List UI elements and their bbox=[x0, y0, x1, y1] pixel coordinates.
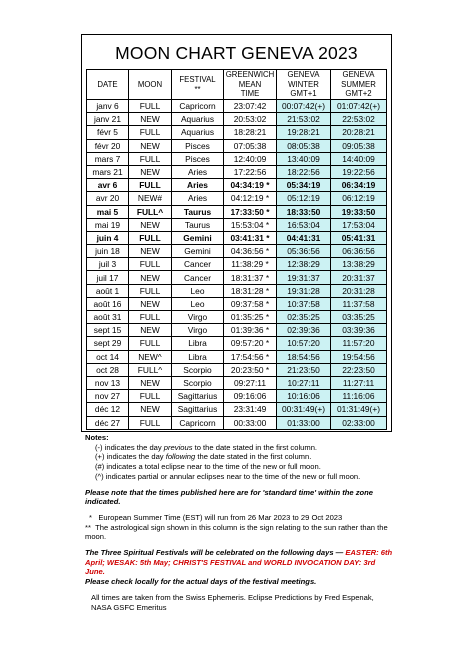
moon-cell: NEW bbox=[129, 297, 172, 310]
table-row bbox=[87, 126, 387, 139]
festival-cell: Gemini bbox=[172, 245, 224, 258]
festival-cell: Pisces bbox=[172, 152, 224, 165]
gmt-cell: 12:40:09 bbox=[224, 152, 277, 165]
festival-cell: Aries bbox=[172, 165, 224, 178]
summer-cell: 02:33:00 bbox=[331, 416, 387, 429]
gmt-cell: 23:07:42 bbox=[224, 100, 277, 113]
moon-cell: NEW^ bbox=[129, 350, 172, 363]
date-cell: mai 19 bbox=[87, 218, 129, 231]
festival-cell: Aquarius bbox=[172, 126, 224, 139]
table-row bbox=[87, 271, 387, 284]
date-cell: mars 21 bbox=[87, 165, 129, 178]
table-row bbox=[87, 245, 387, 258]
note-summer-time: * European Summer Time (EST) will run from 26 Mar 2023 to 29 Oct 2023 bbox=[89, 512, 343, 522]
summer-cell: 06:12:19 bbox=[331, 192, 387, 205]
date-cell: sept 29 bbox=[87, 337, 129, 350]
date-cell: oct 14 bbox=[87, 350, 129, 363]
festival-cell: Virgo bbox=[172, 324, 224, 337]
note-festivals: The Three Spiritual Festivals will be celebrated on the following days — EASTER: 6th April; WESAK: 5th May; CHRIST'S FESTIVAL and WORLD INVOCATION DAY: 3rd June. bbox=[85, 548, 393, 577]
table-row bbox=[87, 113, 387, 126]
festival-cell: Gemini bbox=[172, 231, 224, 244]
winter-cell: 18:54:56 bbox=[277, 350, 331, 363]
moon-cell: NEW bbox=[129, 271, 172, 284]
table-row bbox=[87, 218, 387, 231]
note-astrological-sign: ** The astrological sign shown in this column is the sign relating to the sun rather than the moon. bbox=[85, 522, 388, 542]
winter-cell: 18:33:50 bbox=[277, 205, 331, 218]
gmt-cell: 01:35:25 * bbox=[224, 311, 277, 324]
moon-cell: FULL bbox=[129, 284, 172, 297]
table-row bbox=[87, 337, 387, 350]
festival-cell: Taurus bbox=[172, 218, 224, 231]
festival-cell: Virgo bbox=[172, 311, 224, 324]
summer-cell: 13:38:29 bbox=[331, 258, 387, 271]
table-row bbox=[87, 139, 387, 152]
winter-cell: 08:05:38 bbox=[277, 139, 331, 152]
date-cell: avr 6 bbox=[87, 179, 129, 192]
winter-cell: 10:37:58 bbox=[277, 297, 331, 310]
date-cell: avr 20 bbox=[87, 192, 129, 205]
summer-cell: 19:22:56 bbox=[331, 165, 387, 178]
gmt-cell: 18:31:37 * bbox=[224, 271, 277, 284]
winter-cell: 10:57:20 bbox=[277, 337, 331, 350]
summer-cell: 11:27:11 bbox=[331, 376, 387, 389]
moon-cell: FULL bbox=[129, 390, 172, 403]
winter-cell: 00:31:49(+) bbox=[277, 403, 331, 416]
table-row bbox=[87, 311, 387, 324]
date-cell: déc 27 bbox=[87, 416, 129, 429]
winter-cell: 05:36:56 bbox=[277, 245, 331, 258]
moon-cell: FULL bbox=[129, 126, 172, 139]
header-moon: MOON bbox=[129, 70, 172, 100]
summer-cell: 20:31:28 bbox=[331, 284, 387, 297]
moon-cell: FULL bbox=[129, 311, 172, 324]
moon-cell: FULL bbox=[129, 179, 172, 192]
gmt-cell: 04:34:19 * bbox=[224, 179, 277, 192]
summer-cell: 22:53:02 bbox=[331, 113, 387, 126]
summer-cell: 11:16:06 bbox=[331, 390, 387, 403]
gmt-cell: 09:16:06 bbox=[224, 390, 277, 403]
festival-cell: Sagittarius bbox=[172, 390, 224, 403]
header-gmt: GREENWICH MEAN TIME bbox=[224, 70, 277, 100]
winter-cell: 05:12:19 bbox=[277, 192, 331, 205]
date-cell: oct 28 bbox=[87, 363, 129, 376]
festival-cell: Capricorn bbox=[172, 100, 224, 113]
date-cell: août 1 bbox=[87, 284, 129, 297]
table-row bbox=[87, 390, 387, 403]
festival-cell: Leo bbox=[172, 284, 224, 297]
table-row bbox=[87, 363, 387, 376]
festival-cell: Libra bbox=[172, 337, 224, 350]
festival-cell: Aries bbox=[172, 179, 224, 192]
moon-cell: NEW bbox=[129, 376, 172, 389]
header-festival: FESTIVAL ** bbox=[172, 70, 224, 100]
summer-cell: 05:41:31 bbox=[331, 231, 387, 244]
gmt-cell: 03:41:31 * bbox=[224, 231, 277, 244]
moon-cell: NEW# bbox=[129, 192, 172, 205]
winter-cell: 21:53:02 bbox=[277, 113, 331, 126]
festival-cell: Libra bbox=[172, 350, 224, 363]
date-cell: mai 5 bbox=[87, 205, 129, 218]
header-geneva-winter: GENEVA WINTER GMT+1 bbox=[277, 70, 331, 100]
note-check-locally: Please check locally for the actual days of the festival meetings. bbox=[85, 577, 317, 587]
moon-cell: FULL bbox=[129, 231, 172, 244]
gmt-cell: 09:27:11 bbox=[224, 376, 277, 389]
gmt-cell: 00:33:00 bbox=[224, 416, 277, 429]
festival-cell: Cancer bbox=[172, 258, 224, 271]
winter-cell: 01:33:00 bbox=[277, 416, 331, 429]
moon-table bbox=[86, 69, 387, 430]
table-row bbox=[87, 100, 387, 113]
table-row bbox=[87, 297, 387, 310]
header-date: DATE bbox=[87, 70, 129, 100]
winter-cell: 12:38:29 bbox=[277, 258, 331, 271]
summer-cell: 09:05:38 bbox=[331, 139, 387, 152]
note-previous: (-) indicates the day previous to the date stated in the first column. bbox=[95, 442, 318, 452]
gmt-cell: 07:05:38 bbox=[224, 139, 277, 152]
table-row bbox=[87, 376, 387, 389]
festival-cell: Scorpio bbox=[172, 376, 224, 389]
summer-cell: 14:40:09 bbox=[331, 152, 387, 165]
winter-cell: 04:41:31 bbox=[277, 231, 331, 244]
date-cell: août 16 bbox=[87, 297, 129, 310]
moon-cell: FULL^ bbox=[129, 205, 172, 218]
date-cell: juin 18 bbox=[87, 245, 129, 258]
summer-cell: 01:07:42(+) bbox=[331, 100, 387, 113]
summer-cell: 01:31:49(+) bbox=[331, 403, 387, 416]
moon-cell: FULL bbox=[129, 100, 172, 113]
winter-cell: 13:40:09 bbox=[277, 152, 331, 165]
summer-cell: 03:39:36 bbox=[331, 324, 387, 337]
date-cell: juil 17 bbox=[87, 271, 129, 284]
table-row bbox=[87, 403, 387, 416]
gmt-cell: 09:57:20 * bbox=[224, 337, 277, 350]
winter-cell: 10:27:11 bbox=[277, 376, 331, 389]
moon-cell: NEW bbox=[129, 218, 172, 231]
winter-cell: 19:31:28 bbox=[277, 284, 331, 297]
summer-cell: 11:57:20 bbox=[331, 337, 387, 350]
gmt-cell: 23:31:49 bbox=[224, 403, 277, 416]
moon-cell: NEW bbox=[129, 139, 172, 152]
table-row bbox=[87, 324, 387, 337]
gmt-cell: 17:22:56 bbox=[224, 165, 277, 178]
moon-cell: NEW bbox=[129, 245, 172, 258]
note-source: All times are taken from the Swiss Ephemeris. Eclipse Predictions by Fred Espenak, NASA GSFC Emeritus bbox=[91, 592, 374, 612]
table-row bbox=[87, 179, 387, 192]
table-row bbox=[87, 284, 387, 297]
winter-cell: 05:34:19 bbox=[277, 179, 331, 192]
moon-cell: NEW bbox=[129, 324, 172, 337]
notes-section bbox=[85, 433, 395, 612]
festival-cell: Aries bbox=[172, 192, 224, 205]
winter-cell: 19:28:21 bbox=[277, 126, 331, 139]
summer-cell: 19:33:50 bbox=[331, 205, 387, 218]
date-cell: nov 13 bbox=[87, 376, 129, 389]
moon-cell: NEW bbox=[129, 165, 172, 178]
summer-cell: 06:36:56 bbox=[331, 245, 387, 258]
winter-cell: 10:16:06 bbox=[277, 390, 331, 403]
summer-cell: 20:31:37 bbox=[331, 271, 387, 284]
winter-cell: 21:23:50 bbox=[277, 363, 331, 376]
festival-cell: Taurus bbox=[172, 205, 224, 218]
date-cell: déc 12 bbox=[87, 403, 129, 416]
table-row bbox=[87, 416, 387, 429]
summer-cell: 06:34:19 bbox=[331, 179, 387, 192]
gmt-cell: 17:54:56 * bbox=[224, 350, 277, 363]
gmt-cell: 18:28:21 bbox=[224, 126, 277, 139]
winter-cell: 18:22:56 bbox=[277, 165, 331, 178]
moon-cell: FULL bbox=[129, 416, 172, 429]
date-cell: janv 6 bbox=[87, 100, 129, 113]
winter-cell: 16:53:04 bbox=[277, 218, 331, 231]
note-partial-eclipse: (^) indicates partial or annular eclipses near to the time of the new or full moon. bbox=[95, 471, 361, 481]
header-geneva-summer: GENEVA SUMMER GMT+2 bbox=[331, 70, 387, 100]
festival-cell: Pisces bbox=[172, 139, 224, 152]
festival-cell: Leo bbox=[172, 297, 224, 310]
table-row bbox=[87, 192, 387, 205]
moon-cell: NEW bbox=[129, 403, 172, 416]
date-cell: janv 21 bbox=[87, 113, 129, 126]
date-cell: nov 27 bbox=[87, 390, 129, 403]
table-row bbox=[87, 258, 387, 271]
summer-cell: 20:28:21 bbox=[331, 126, 387, 139]
winter-cell: 02:35:25 bbox=[277, 311, 331, 324]
date-cell: févr 20 bbox=[87, 139, 129, 152]
winter-cell: 19:31:37 bbox=[277, 271, 331, 284]
festival-cell: Capricorn bbox=[172, 416, 224, 429]
date-cell: sept 15 bbox=[87, 324, 129, 337]
moon-cell: FULL bbox=[129, 337, 172, 350]
date-cell: févr 5 bbox=[87, 126, 129, 139]
table-row bbox=[87, 165, 387, 178]
summer-cell: 03:35:25 bbox=[331, 311, 387, 324]
table-row bbox=[87, 231, 387, 244]
chart-title: MOON CHART GENEVA 2023 bbox=[115, 43, 358, 63]
gmt-cell: 01:39:36 * bbox=[224, 324, 277, 337]
festival-cell: Cancer bbox=[172, 271, 224, 284]
notes-heading: Notes: bbox=[85, 433, 109, 442]
gmt-cell: 17:33:50 * bbox=[224, 205, 277, 218]
summer-cell: 19:54:56 bbox=[331, 350, 387, 363]
gmt-cell: 04:36:56 * bbox=[224, 245, 277, 258]
note-standard-time: Please note that the times published here are for 'standard time' within the zone indicated. bbox=[85, 487, 374, 507]
moon-chart-frame bbox=[81, 34, 392, 432]
moon-cell: FULL^ bbox=[129, 363, 172, 376]
gmt-cell: 09:37:58 * bbox=[224, 297, 277, 310]
festival-cell: Aquarius bbox=[172, 113, 224, 126]
table-header-row bbox=[87, 70, 387, 100]
moon-cell: NEW bbox=[129, 113, 172, 126]
gmt-cell: 15:53:04 * bbox=[224, 218, 277, 231]
date-cell: juin 4 bbox=[87, 231, 129, 244]
note-total-eclipse: (#) indicates a total eclipse near to the time of the new or full moon. bbox=[95, 462, 321, 472]
gmt-cell: 20:53:02 bbox=[224, 113, 277, 126]
table-row bbox=[87, 350, 387, 363]
summer-cell: 17:53:04 bbox=[331, 218, 387, 231]
date-cell: juil 3 bbox=[87, 258, 129, 271]
gmt-cell: 11:38:29 * bbox=[224, 258, 277, 271]
table-row bbox=[87, 152, 387, 165]
date-cell: mars 7 bbox=[87, 152, 129, 165]
winter-cell: 00:07:42(+) bbox=[277, 100, 331, 113]
table-row bbox=[87, 205, 387, 218]
gmt-cell: 04:12:19 * bbox=[224, 192, 277, 205]
summer-cell: 22:23:50 bbox=[331, 363, 387, 376]
moon-cell: FULL bbox=[129, 152, 172, 165]
gmt-cell: 18:31:28 * bbox=[224, 284, 277, 297]
date-cell: août 31 bbox=[87, 311, 129, 324]
winter-cell: 02:39:36 bbox=[277, 324, 331, 337]
gmt-cell: 20:23:50 * bbox=[224, 363, 277, 376]
note-following: (+) indicates the day following the date stated in the first column. bbox=[95, 452, 312, 462]
moon-cell: FULL bbox=[129, 258, 172, 271]
summer-cell: 11:37:58 bbox=[331, 297, 387, 310]
festival-cell: Scorpio bbox=[172, 363, 224, 376]
festival-cell: Sagittarius bbox=[172, 403, 224, 416]
